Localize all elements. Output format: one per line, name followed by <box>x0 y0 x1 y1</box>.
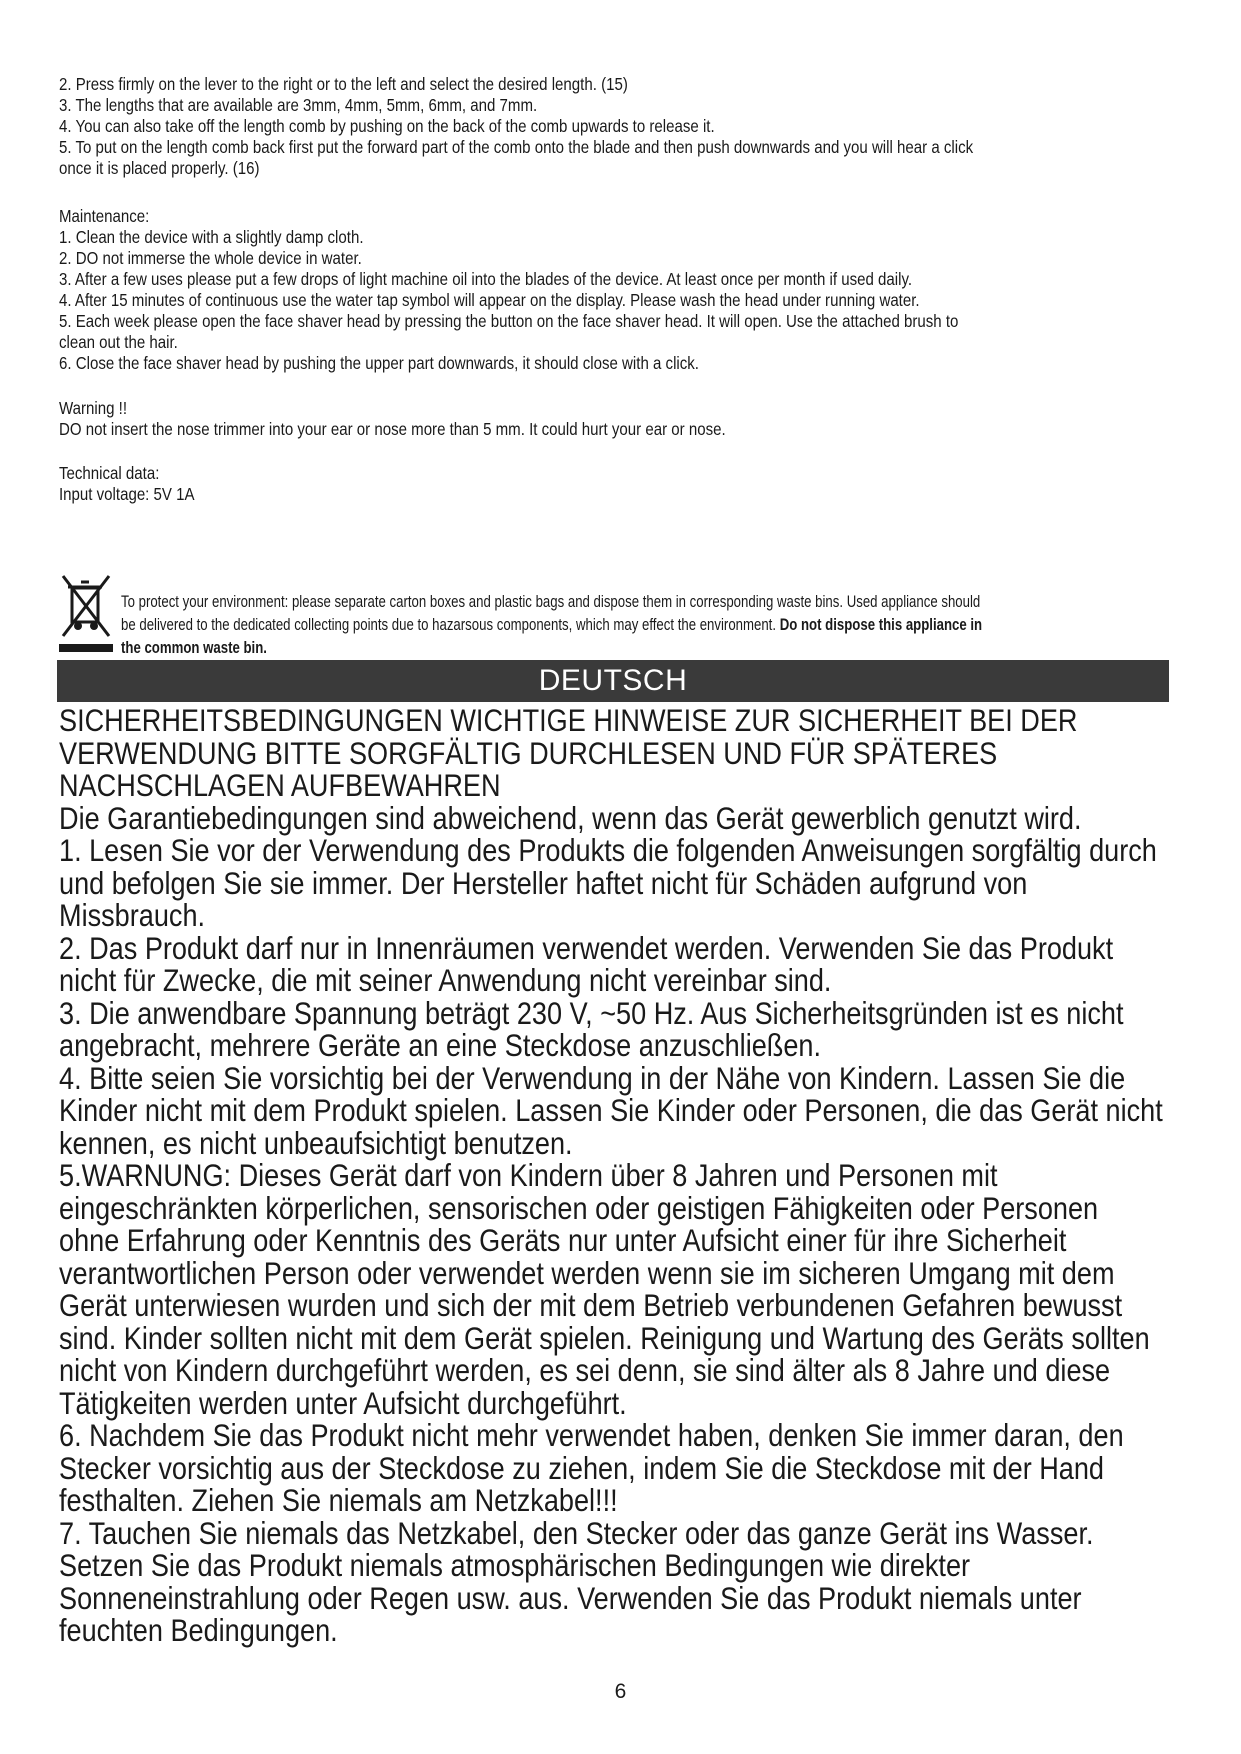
warning-heading: Warning !! <box>59 398 128 418</box>
german-line: nicht von Kindern durchgeführt werden, es sei denn, sie sind älter als 8 Jahre und diese <box>59 1352 1111 1388</box>
environment-bold: Do not dispose this appliance in <box>779 616 983 634</box>
german-line: 4. Bitte seien Sie vorsichtig bei der Verwendung in der Nähe von Kindern. Lassen Sie die <box>59 1059 1126 1096</box>
technical-data-section <box>59 463 1186 505</box>
length-comb-instructions <box>59 74 1186 179</box>
german-line: 3. Die anwendbare Spannung beträgt 230 V, ~50 Hz. Aus Sicherheitsgründen ist es nicht <box>59 994 1124 1031</box>
environment-line <box>121 637 1145 660</box>
maintenance-line: 4. After 15 minutes of continuous use the water tap symbol will appear on the display. Please wash the head under running water. <box>59 290 920 310</box>
german-line: Stecker vorsichtig aus der Steckdose zu ziehen, indem Sie die Steckdose mit der Hand <box>59 1449 1105 1486</box>
crossed-out-wheelie-bin-icon <box>59 574 113 652</box>
german-line: Die Garantiebedingungen sind abweichend, wenn das Gerät gewerblich genutzt wird. <box>59 799 1082 836</box>
german-safety-text <box>59 704 1186 1647</box>
maintenance-section <box>59 206 1186 374</box>
instruction-line: once it is placed properly. (16) <box>59 158 260 178</box>
german-line: kennen, es nicht unbeaufsichtigt benutzen. <box>59 1124 573 1161</box>
german-line: Sonneneinstrahlung oder Regen usw. aus. Verwenden Sie das Produkt niemals unter <box>59 1579 1082 1616</box>
maintenance-line: 2. DO not immerse the whole device in water. <box>59 248 362 268</box>
warning-section <box>59 398 1186 440</box>
maintenance-line: 5. Each week please open the face shaver head by pressing the button on the face shaver head. It will open. Use the attached brush to <box>59 311 959 331</box>
german-line: VERWENDUNG BITTE SORGFÄLTIG DURCHLESEN UND FÜR SPÄTERES <box>59 734 998 771</box>
environment-text <box>121 591 1145 660</box>
instruction-line: 5. To put on the length comb back first put the forward part of the comb onto the blade and then push downwards and you will hear a click <box>59 137 974 157</box>
environment-notice <box>59 574 1159 656</box>
warning-text: DO not insert the nose trimmer into your ear or nose more than 5 mm. It could hurt your ear or nose. <box>59 419 726 439</box>
language-banner-deutsch: DEUTSCH <box>57 660 1169 702</box>
maintenance-line: 6. Close the face shaver head by pushing the upper part downwards, it should close with a click. <box>59 353 699 373</box>
instruction-line: 4. You can also take off the length comb by pushing on the back of the comb upwards to release it. <box>59 116 715 136</box>
german-line: angebracht, mehrere Geräte an eine Steckdose anzuschließen. <box>59 1027 821 1063</box>
technical-heading: Technical data: <box>59 463 160 483</box>
environment-bold: the common waste bin. <box>121 639 267 657</box>
german-line: ohne Erfahrung oder Kenntnis des Geräts nur unter Aufsicht einer für ihre Sicherheit <box>59 1222 1067 1258</box>
german-line: 7. Tauchen Sie niemals das Netzkabel, den Stecker oder das ganze Gerät ins Wasser. <box>59 1514 1094 1551</box>
maintenance-line: 1. Clean the device with a slightly damp cloth. <box>59 227 364 247</box>
german-line: nicht für Zwecke, die mit seiner Anwendung nicht vereinbar sind. <box>59 962 832 998</box>
maintenance-line: 3. After a few uses please put a few drops of light machine oil into the blades of the device. At least once per month if used daily. <box>59 269 913 289</box>
german-line: feuchten Bedingungen. <box>59 1612 338 1648</box>
german-line: 2. Das Produkt darf nur in Innenräumen verwendet werden. Verwenden Sie das Produkt <box>59 929 1114 966</box>
german-line: 1. Lesen Sie vor der Verwendung des Produkts die folgenden Anweisungen sorgfältig durch <box>59 832 1157 868</box>
maintenance-heading: Maintenance: <box>59 206 150 226</box>
german-line: Missbrauch. <box>59 897 206 933</box>
german-line: verantwortlichen Person oder verwendet werden wenn sie im sicheren Umgang mit dem <box>59 1254 1115 1291</box>
instruction-line: 2. Press firmly on the lever to the right or to the left and select the desired length. (15) <box>59 74 628 94</box>
maintenance-line: clean out the hair. <box>59 332 178 352</box>
environment-line: be delivered to the dedicated collecting points due to hazarsous components, which may effect the environment. Do not dispose this appliance in <box>121 616 983 634</box>
german-line: und befolgen Sie sie immer. Der Hersteller haftet nicht für Schäden aufgrund von <box>59 864 1028 901</box>
environment-line: To protect your environment: please separate carton boxes and plastic bags and dispose them in corresponding waste bins. Used appliance should <box>121 593 981 611</box>
german-line: SICHERHEITSBEDINGUNGEN WICHTIGE HINWEISE ZUR SICHERHEIT BEI DER <box>59 702 1078 738</box>
german-line: eingeschränkten körperlichen, sensorischen oder geistigen Fähigkeiten oder Personen <box>59 1189 1099 1226</box>
german-line: Kinder nicht mit dem Produkt spielen. Lassen Sie Kinder oder Personen, die das Gerät nicht <box>59 1092 1163 1128</box>
german-line: sind. Kinder sollten nicht mit dem Gerät spielen. Reinigung und Wartung des Geräts sollten <box>59 1319 1150 1356</box>
german-line: NACHSCHLAGEN AUFBEWAHREN <box>59 767 501 803</box>
input-voltage: Input voltage: 5V 1A <box>59 484 195 504</box>
german-line: Tätigkeiten werden unter Aufsicht durchgeführt. <box>59 1384 627 1421</box>
german-line: 5.WARNUNG: Dieses Gerät darf von Kindern über 8 Jahren und Personen mit <box>59 1157 998 1193</box>
german-line: Setzen Sie das Produkt niemals atmosphärischen Bedingungen wie direkter <box>59 1547 971 1583</box>
german-line: festhalten. Ziehen Sie niemals am Netzkabel!!! <box>59 1482 618 1518</box>
page-number: 6 <box>614 1680 627 1703</box>
german-line: 6. Nachdem Sie das Produkt nicht mehr verwendet haben, denken Sie immer daran, den <box>59 1417 1124 1453</box>
german-line: Gerät unterwiesen wurden und sich der mit dem Betrieb verbundenen Gefahren bewusst <box>59 1287 1123 1323</box>
instruction-line: 3. The lengths that are available are 3mm, 4mm, 5mm, 6mm, and 7mm. <box>59 95 538 115</box>
